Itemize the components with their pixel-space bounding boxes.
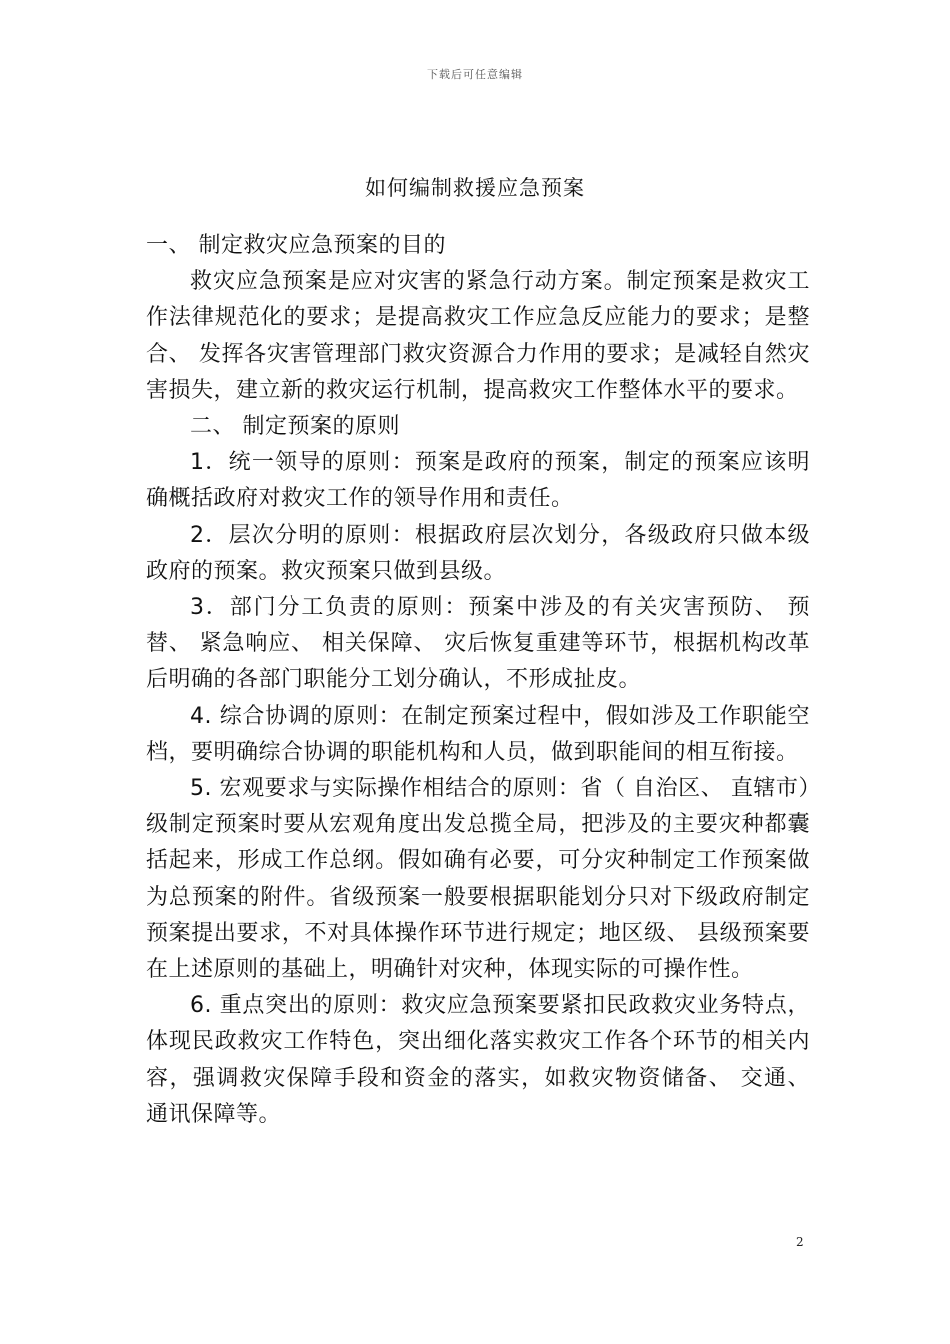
section-heading-1: 一、 制定救灾应急预案的目的: [146, 233, 446, 258]
paragraph-purpose: 救灾应急预案是应对灾害的紧急行动方案。制定预案是救灾工作法律规范化的要求；是提高救灾工作应急反应能力的要求；是整合、 发挥各灾害管理部门救灾资源合力作用的要求；是减轻自然灾害损失，建立新的救灾运行机制，提高救灾工作整体水平的要求。: [146, 269, 810, 403]
paragraph-principle-1: 1．统一领导的原则：预案是政府的预案，制定的预案应该明确概括政府对救灾工作的领导作用和责任。: [146, 450, 810, 512]
paragraph-principle-5: 5. 宏观要求与实际操作相结合的原则：省（ 自治区、 直辖市）级制定预案时要从宏观角度出发总揽全局，把涉及的主要灾种都囊括起来，形成工作总纲。假如确有必要，可分灾种制定工作预案做为总预案的附件。省级预案一般要根据职能划分只对下级政府制定预案提出要求，不对具体操作环节进行规定；地区级、 县级预案要在上述原则的基础上，明确针对灾种，体现实际的可操作性。: [146, 776, 810, 983]
page-header-note: 下载后可任意编辑: [427, 68, 523, 81]
paragraph-principle-3: 3．部门分工负责的原则：预案中涉及的有关灾害预防、 预替、 紧急响应、 相关保障、 灾后恢复重建等环节，根据机构改革后明确的各部门职能分工划分确认，不形成扯皮。: [146, 595, 810, 693]
paragraph-principle-2: 2．层次分明的原则：根据政府层次划分，各级政府只做本级政府的预案。救灾预案只做到县级。: [146, 522, 810, 584]
page-number: 2: [796, 1235, 804, 1249]
document-title: 如何编制救援应急预案: [365, 176, 585, 200]
section-heading-2: 二、 制定预案的原则: [190, 414, 400, 440]
paragraph-principle-6: 6. 重点突出的原则：救灾应急预案要紧扣民政救灾业务特点， 体现民政救灾工作特色，突出细化落实救灾工作各个环节的相关内容，强调救灾保障手段和资金的落实，如救灾物资储备、 交通、 通讯保障等。: [146, 993, 810, 1127]
document-body: [146, 228, 810, 1133]
paragraph-principle-4: 4. 综合协调的原则：在制定预案过程中，假如涉及工作职能空档，要明确综合协调的职能机构和人员，做到职能间的相互衔接。: [146, 703, 810, 765]
